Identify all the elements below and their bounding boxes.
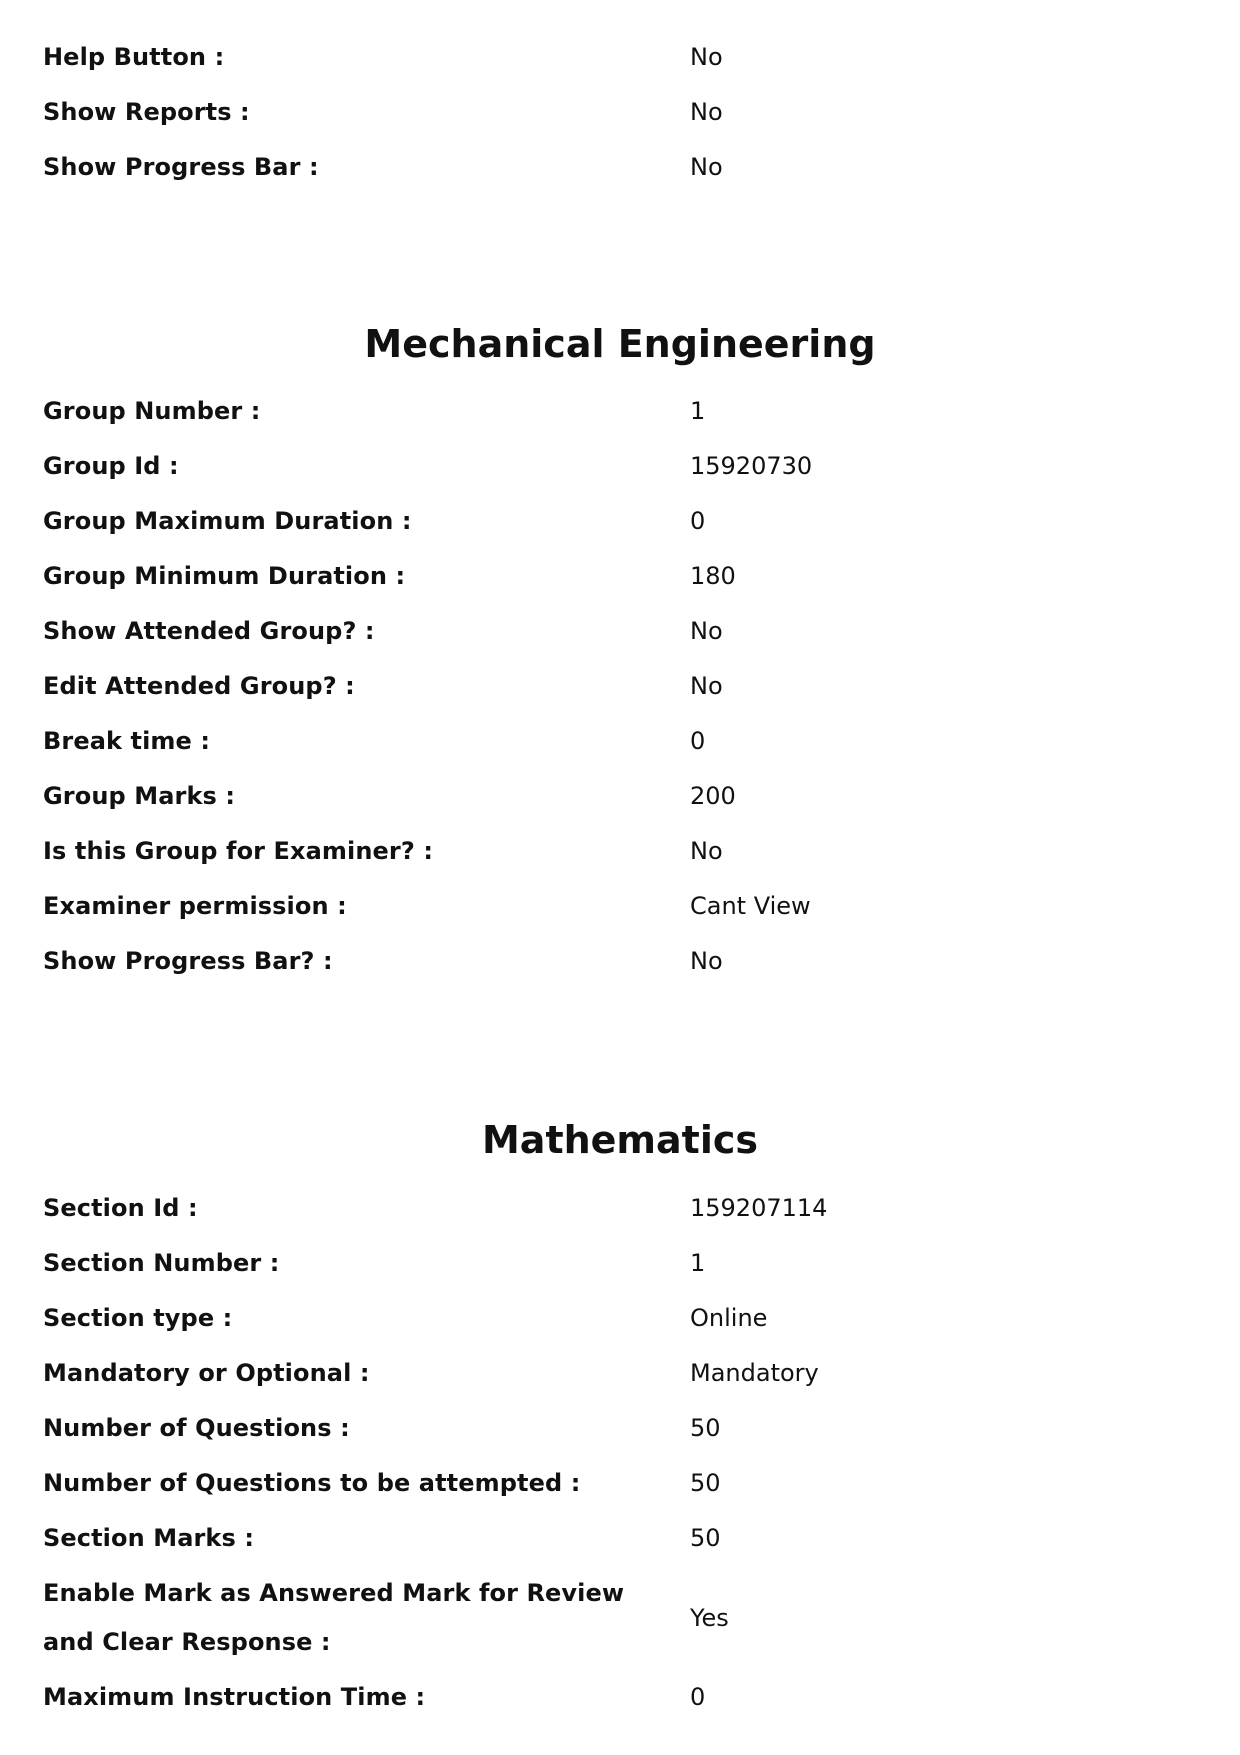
- row-value: 1: [690, 397, 706, 425]
- setting-label: Help Button :: [43, 43, 225, 71]
- table-row: [43, 879, 1197, 934]
- table-row: [43, 659, 1197, 714]
- row-label: Group Maximum Duration :: [43, 507, 412, 535]
- table-row: [43, 1291, 1197, 1346]
- setting-value: No: [690, 98, 723, 126]
- row-value: No: [690, 837, 723, 865]
- table-row: [43, 824, 1197, 879]
- row-value: No: [690, 672, 723, 700]
- row-value: 159207114: [690, 1194, 828, 1222]
- row-value: No: [690, 617, 723, 645]
- table-row: [43, 604, 1197, 659]
- row-label: Maximum Instruction Time :: [43, 1683, 426, 1711]
- row-value: 50: [690, 1414, 721, 1442]
- row-value: 0: [690, 507, 706, 535]
- group-details-table: [43, 384, 1197, 989]
- table-row: [43, 769, 1197, 824]
- row-label: Mandatory or Optional :: [43, 1359, 370, 1387]
- row-label: Number of Questions :: [43, 1414, 350, 1442]
- row-label: Section Marks :: [43, 1524, 255, 1552]
- table-row: [43, 384, 1197, 439]
- row-label: Show Progress Bar? :: [43, 947, 333, 975]
- row-value: 0: [690, 1683, 706, 1711]
- row-label: Group Minimum Duration :: [43, 562, 406, 590]
- table-row: [43, 934, 1197, 989]
- row-value: 50: [690, 1524, 721, 1552]
- top-settings-table: [43, 30, 1197, 195]
- row-value: Mandatory: [690, 1359, 819, 1387]
- row-value: Online: [690, 1304, 768, 1332]
- table-row: [43, 1346, 1197, 1401]
- row-value: 50: [690, 1469, 721, 1497]
- row-label: Is this Group for Examiner? :: [43, 837, 434, 865]
- row-label: Section Number :: [43, 1249, 280, 1277]
- table-row: [43, 1456, 1197, 1511]
- row-value: 200: [690, 782, 736, 810]
- row-label: Group Id :: [43, 452, 179, 480]
- row-label: Enable Mark as Answered Mark for Review and Clear Response :: [43, 1579, 625, 1656]
- table-row: [43, 1236, 1197, 1291]
- row-value: 0: [690, 727, 706, 755]
- row-label: Break time :: [43, 727, 211, 755]
- setting-row-show-progress-bar: [43, 140, 1197, 195]
- table-row: [43, 494, 1197, 549]
- table-row: [43, 1566, 1197, 1670]
- row-label: Group Marks :: [43, 782, 236, 810]
- setting-row-show-reports: [43, 85, 1197, 140]
- row-label: Number of Questions to be attempted :: [43, 1469, 581, 1497]
- row-label: Section type :: [43, 1304, 233, 1332]
- group-title: Mechanical Engineering: [364, 322, 876, 366]
- row-label: Examiner permission :: [43, 892, 347, 920]
- table-row: [43, 439, 1197, 494]
- row-value: No: [690, 947, 723, 975]
- row-value: 15920730: [690, 452, 813, 480]
- table-row: [43, 549, 1197, 604]
- setting-row-help-button: [43, 30, 1197, 85]
- section-details-table: [43, 1181, 1197, 1725]
- setting-value: No: [690, 153, 723, 181]
- row-label: Edit Attended Group? :: [43, 672, 355, 700]
- table-row: [43, 1401, 1197, 1456]
- row-value: 180: [690, 562, 736, 590]
- table-row: [43, 1511, 1197, 1566]
- row-value: 1: [690, 1249, 706, 1277]
- row-label: Show Attended Group? :: [43, 617, 375, 645]
- setting-value: No: [690, 43, 723, 71]
- table-row: [43, 714, 1197, 769]
- section-title: Mathematics: [481, 1118, 759, 1162]
- row-label: Section Id :: [43, 1194, 198, 1222]
- table-row: [43, 1670, 1197, 1725]
- table-row: [43, 1181, 1197, 1236]
- setting-label: Show Reports :: [43, 98, 250, 126]
- row-value: Yes: [690, 1603, 729, 1632]
- row-value: Cant View: [690, 892, 811, 920]
- row-label: Group Number :: [43, 397, 261, 425]
- setting-label: Show Progress Bar :: [43, 153, 319, 181]
